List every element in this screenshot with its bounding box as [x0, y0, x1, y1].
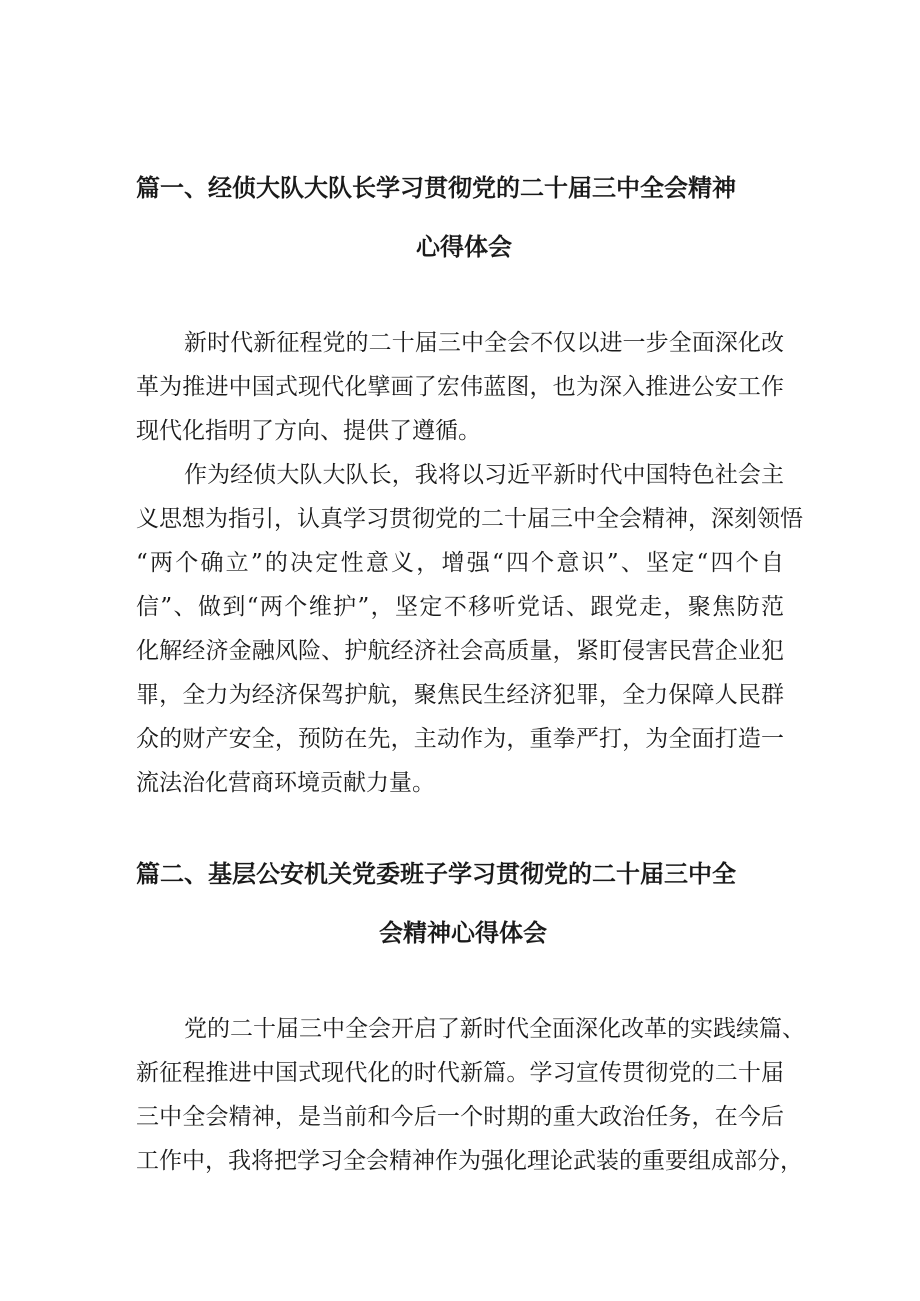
section1-p2-line1: 作为经侦大队大队长，我将以习近平新时代中国特色社会主	[184, 462, 784, 488]
section1-title-line1: 篇一、经侦大队大队长学习贯彻党的二十届三中全会精神	[136, 174, 736, 202]
section1-p2-line8: 流法治化营商环境贡献力量。	[136, 770, 435, 796]
section1-p2-line4: 信”、做到“两个维护”，坚定不移听党话、跟党走，聚焦防范	[136, 594, 784, 620]
section2-title-line2: 会精神心得体会	[379, 919, 547, 947]
section1-title-line2: 心得体会	[416, 233, 512, 261]
section2-p1-line2: 新征程推进中国式现代化的时代新篇。学习宣传贯彻党的二十届	[136, 1060, 784, 1086]
section2-title-line1: 篇二、基层公安机关党委班子学习贯彻党的二十届三中全	[136, 860, 736, 888]
section1-p2-line2: 义思想为指引，认真学习贯彻党的二十届三中全会精神，深刻领悟	[136, 506, 803, 532]
section1-p2-line6: 罪，全力为经济保驾护航，聚焦民生经济犯罪，全力保障人民群	[136, 682, 784, 708]
section1-p1-line3: 现代化指明了方向、提供了遵循。	[136, 418, 481, 444]
section1-p2-line7: 众的财产安全，预防在先，主动作为，重拳严打，为全面打造一	[136, 726, 784, 752]
section1-p1-line2: 革为推进中国式现代化擘画了宏伟蓝图，也为深入推进公安工作	[136, 374, 784, 400]
section2-p1-line3: 三中全会精神，是当前和今后一个时期的重大政治任务，在今后	[136, 1104, 784, 1130]
section1-p1-line1: 新时代新征程党的二十届三中全会不仅以进一步全面深化改	[184, 330, 784, 356]
section2-p1-line4: 工作中，我将把学习全会精神作为强化理论武装的重要组成部分，	[136, 1148, 803, 1174]
section2-p1-line1: 党的二十届三中全会开启了新时代全面深化改革的实践续篇、	[184, 1016, 805, 1042]
section1-p2-line5: 化解经济金融风险、护航经济社会高质量，紧盯侵害民营企业犯	[136, 638, 784, 664]
section1-p2-line3: “两个确立”的决定性意义，增强“四个意识”、坚定“四个自	[136, 550, 784, 576]
